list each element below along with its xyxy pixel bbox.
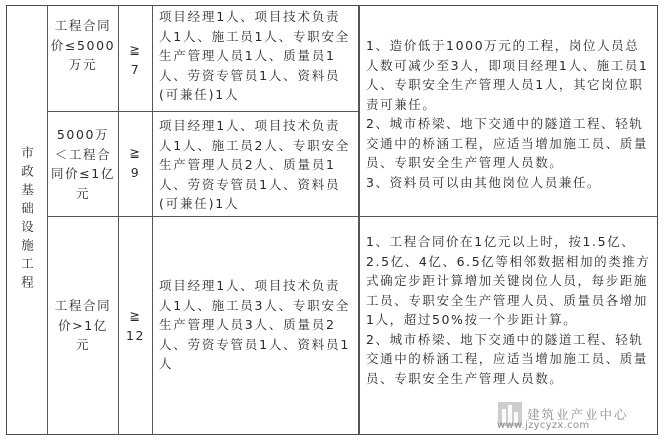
watermark bbox=[497, 390, 657, 438]
notes-top-cell bbox=[366, 36, 652, 192]
note-paragraph: 2、城市桥梁、地下交通中的隧道工程、轻轨交通中的桥涵工程，应适当增加施工员、质量员、专职安全生产管理人员数。 bbox=[366, 116, 649, 170]
contract-range-text: 工程合同价>1亿元 bbox=[54, 298, 112, 352]
relation-cell bbox=[119, 40, 152, 79]
staff-count: 7 bbox=[130, 61, 141, 77]
contract-range-text: 工程合同价≤5000万元 bbox=[50, 18, 116, 72]
contract-range-cell bbox=[52, 296, 114, 355]
staff-allocation-text: 项目经理1人、项目技术负责人1人、施工员3人、专职安全生产管理人员3人、质量员2人、劳资专管员1人、资料员1人 bbox=[159, 278, 351, 371]
watermark-url: www.jzycyzx.com bbox=[497, 420, 590, 431]
contract-range-cell bbox=[50, 16, 116, 75]
staff-count: 12 bbox=[125, 327, 146, 343]
note-paragraph: 2、城市桥梁、地下交通中的隧道工程、轻轨交通中的桥涵工程，应适当增加施工员、质量员、专职安全生产管理人员数。 bbox=[366, 331, 649, 386]
staff-allocation-cell bbox=[159, 7, 354, 105]
contract-range-cell bbox=[50, 125, 116, 203]
relation-cell bbox=[119, 143, 152, 182]
project-category-label: 市政基础设施工程 bbox=[19, 146, 35, 294]
notes-bottom-cell bbox=[366, 232, 652, 388]
staff-count: 9 bbox=[130, 164, 141, 180]
column-divider bbox=[152, 5, 153, 435]
relation-symbol: ≧ bbox=[129, 145, 142, 160]
column-divider bbox=[358, 5, 360, 435]
note-paragraph: 3、资料员可以由其他岗位人员兼任。 bbox=[366, 174, 602, 190]
row-divider bbox=[47, 216, 658, 217]
note-paragraph: 1、造价低于1000万元的工程，岗位人员总人数可减少至3人，即项目经理1人、施工员1人、专职安全生产管理人员1人，其它岗位职责可兼任。 bbox=[366, 38, 649, 112]
contract-range-text: 5000万＜工程合同价≤1亿元 bbox=[51, 127, 115, 201]
relation-symbol: ≧ bbox=[129, 42, 142, 57]
staff-allocation-text: 项目经理1人、项目技术负责人1人、施工员1人、专职安全生产管理人员1人、质量员1人、劳资专管员1人、资料员(可兼任)1人 bbox=[159, 9, 351, 102]
staff-allocation-text: 项目经理1人、项目技术负责人1人、施工员2人、专职安全生产管理人员2人、质量员1人、劳资专管员1人、资料员(可兼任)1人 bbox=[159, 118, 351, 211]
relation-cell bbox=[119, 306, 152, 345]
column-divider bbox=[47, 5, 48, 435]
staff-allocation-cell bbox=[159, 276, 354, 374]
staff-allocation-cell bbox=[159, 116, 354, 214]
note-paragraph: 1、工程合同价在1亿元以上时，按1.5亿、2.5亿、4亿、6.5亿等相邻数据相加的类推方式确定步距计算增加关键岗位人员，每步距施工员、专职安全生产管理人员、质量员各增加1人，超过50%按一个步距计算。 bbox=[366, 234, 651, 327]
project-category bbox=[6, 5, 47, 435]
relation-symbol: ≧ bbox=[129, 308, 142, 323]
watermark-name: 建筑业产业中心 bbox=[527, 407, 629, 422]
row-divider bbox=[47, 111, 359, 112]
